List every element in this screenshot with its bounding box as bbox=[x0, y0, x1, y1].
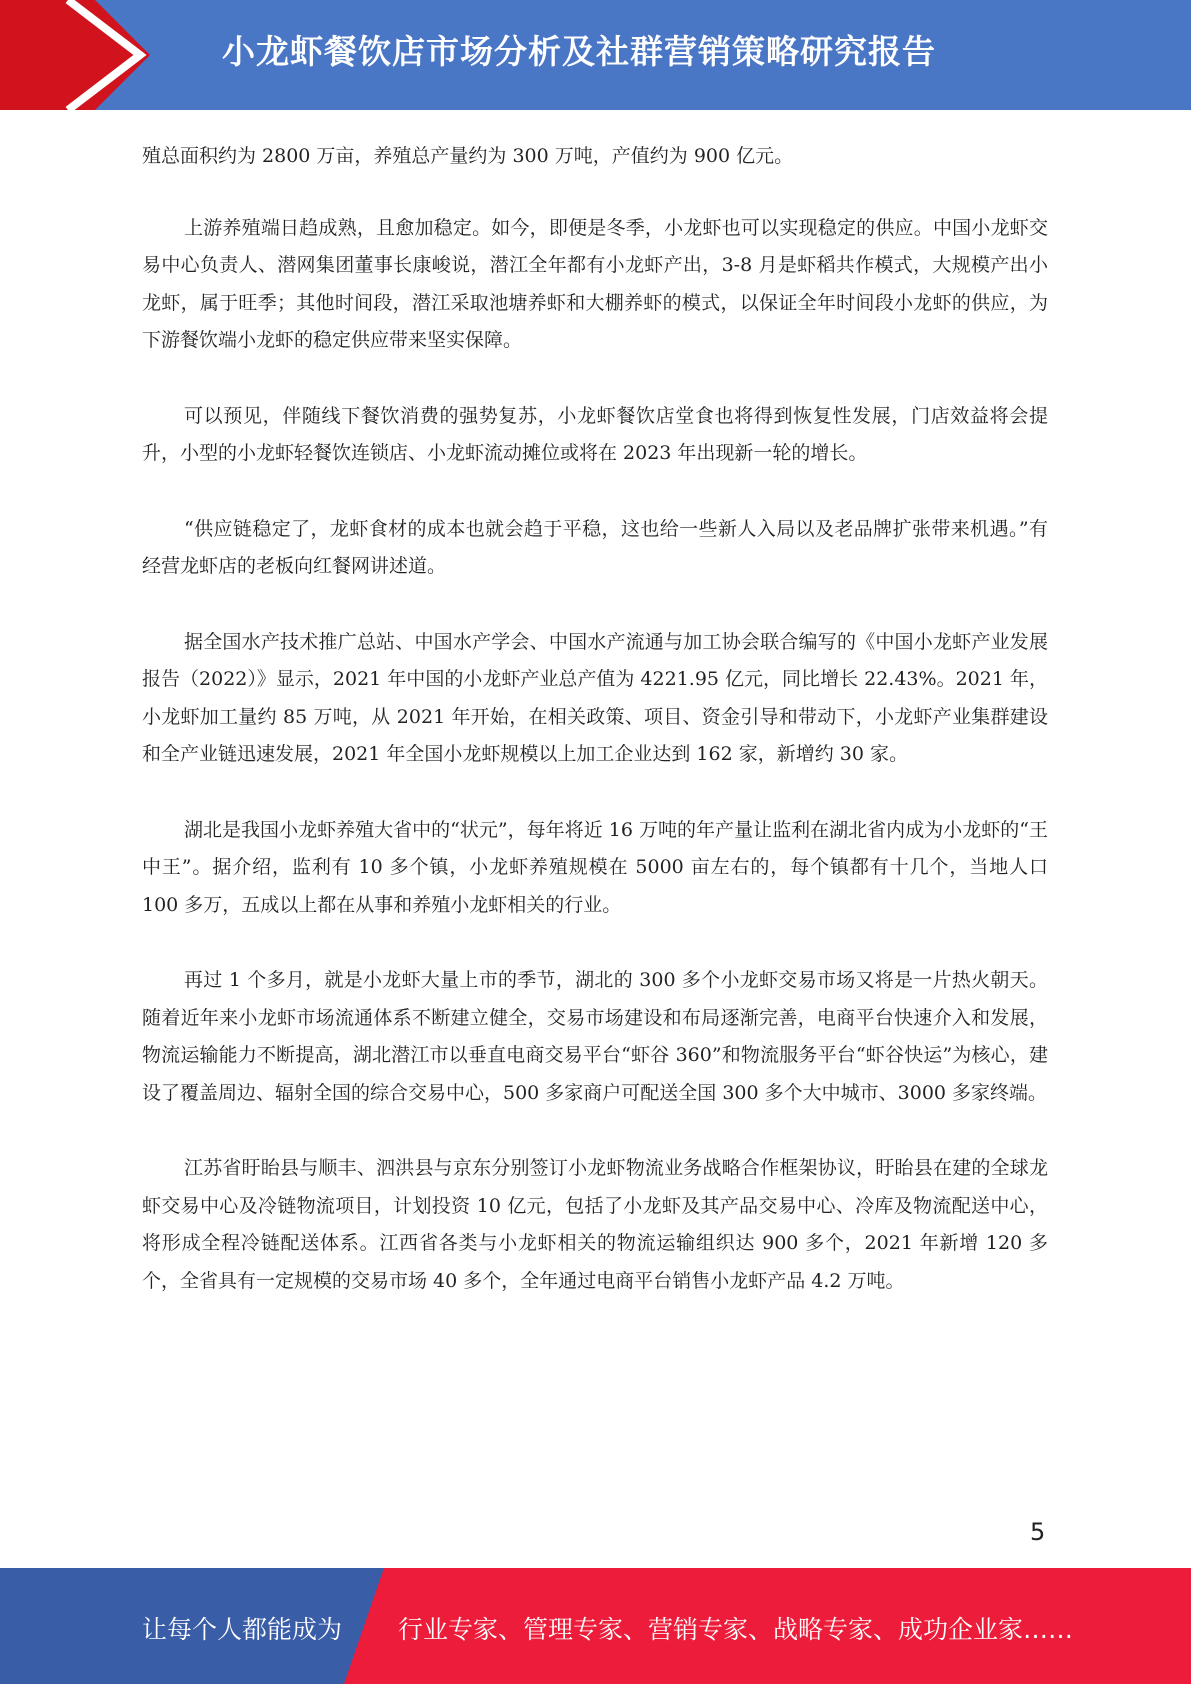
paragraph: 湖北是我国小龙虾养殖大省中的“状元”，每年将近 16 万吨的年产量让监利在湖北省内成为小龙虾的“王中王”。据介绍，监利有 10 多个镇，小龙虾养殖规模在 5000 亩左右的，每个镇都有十几个，当地人口 100 多万，五成以上都在从事和养殖小龙虾相关的行业。 bbox=[142, 818, 1048, 916]
paragraph: 再过 1 个多月，就是小龙虾大量上市的季节，湖北的 300 多个小龙虾交易市场又将是一片热火朝天。随着近年来小龙虾市场流通体系不断建立健全，交易市场建设和布局逐渐完善，电商平台快速介入和发展，物流运输能力不断提高，湖北潜江市以垂直电商交易平台“虾谷 360”和物流服务平台“虾谷快运”为核心，建设了覆盖周边、辐射全国的综合交易中心，500 多家商户可配送全国 300 多个大中城市、3000 多家终端。 bbox=[142, 969, 1048, 1104]
paragraph: “供应链稳定了，龙虾食材的成本也就会趋于平稳，这也给一些新人入局以及老品牌扩张带来机遇。”有经营龙虾店的老板向红餐网讲述道。 bbox=[142, 517, 1048, 577]
paragraph: 可以预见，伴随线下餐饮消费的强势复苏，小龙虾餐饮店堂食也将得到恢复性发展，门店效益将会提升，小型的小龙虾轻餐饮连锁店、小龙虾流动摊位或将在 2023 年出现新一轮的增长。 bbox=[142, 404, 1048, 464]
page-header bbox=[0, 0, 1191, 110]
footer-slogan-left: 让每个人都能成为 bbox=[142, 1615, 343, 1644]
page-title: 小龙虾餐饮店市场分析及社群营销策略研究报告 bbox=[222, 32, 936, 71]
header-red-arrow-decoration bbox=[0, 0, 160, 110]
paragraph: 殖总面积约为 2800 万亩，养殖总产量约为 300 万吨，产值约为 900 亿元。 bbox=[142, 145, 794, 167]
footer-slogan-right: 行业专家、管理专家、营销专家、战略专家、成功企业家…… bbox=[398, 1615, 1074, 1644]
page-number: 5 bbox=[1030, 1518, 1046, 1546]
paragraph: 江苏省盱眙县与顺丰、泗洪县与京东分别签订小龙虾物流业务战略合作框架协议，盱眙县在建的全球龙虾交易中心及冷链物流项目，计划投资 10 亿元，包括了小龙虾及其产品交易中心、冷库及物流配送中心，将形成全程冷链配送体系。江西省各类与小龙虾相关的物流运输组织达 900 多个，2021 年新增 120 多个，全省具有一定规模的交易市场 40 多个，全年通过电商平台销售小龙虾产品 4.2 万吨。 bbox=[142, 1157, 1048, 1292]
paragraph: 上游养殖端日趋成熟，且愈加稳定。如今，即便是冬季，小龙虾也可以实现稳定的供应。中国小龙虾交易中心负责人、潜网集团董事长康峻说，潜江全年都有小龙虾产出，3-8 月是虾稻共作模式，大规模产出小龙虾，属于旺季；其他时间段，潜江采取池塘养虾和大棚养虾的模式，以保证全年时间段小龙虾的供应，为下游餐饮端小龙虾的稳定供应带来坚实保障。 bbox=[142, 216, 1048, 351]
body-text bbox=[142, 138, 1048, 1338]
page-footer bbox=[0, 1568, 1191, 1684]
paragraph: 据全国水产技术推广总站、中国水产学会、中国水产流通与加工协会联合编写的《中国小龙虾产业发展报告（2022）》显示，2021 年中国的小龙虾产业总产值为 4221.95 亿元，同比增长 22.43%。2021 年，小龙虾加工量约 85 万吨，从 2021 年开始，在相关政策、项目、资金引导和带动下，小龙虾产业集群建设和全产业链迅速发展，2021 年全国小龙虾规模以上加工企业达到 162 家，新增约 30 家。 bbox=[142, 630, 1048, 765]
